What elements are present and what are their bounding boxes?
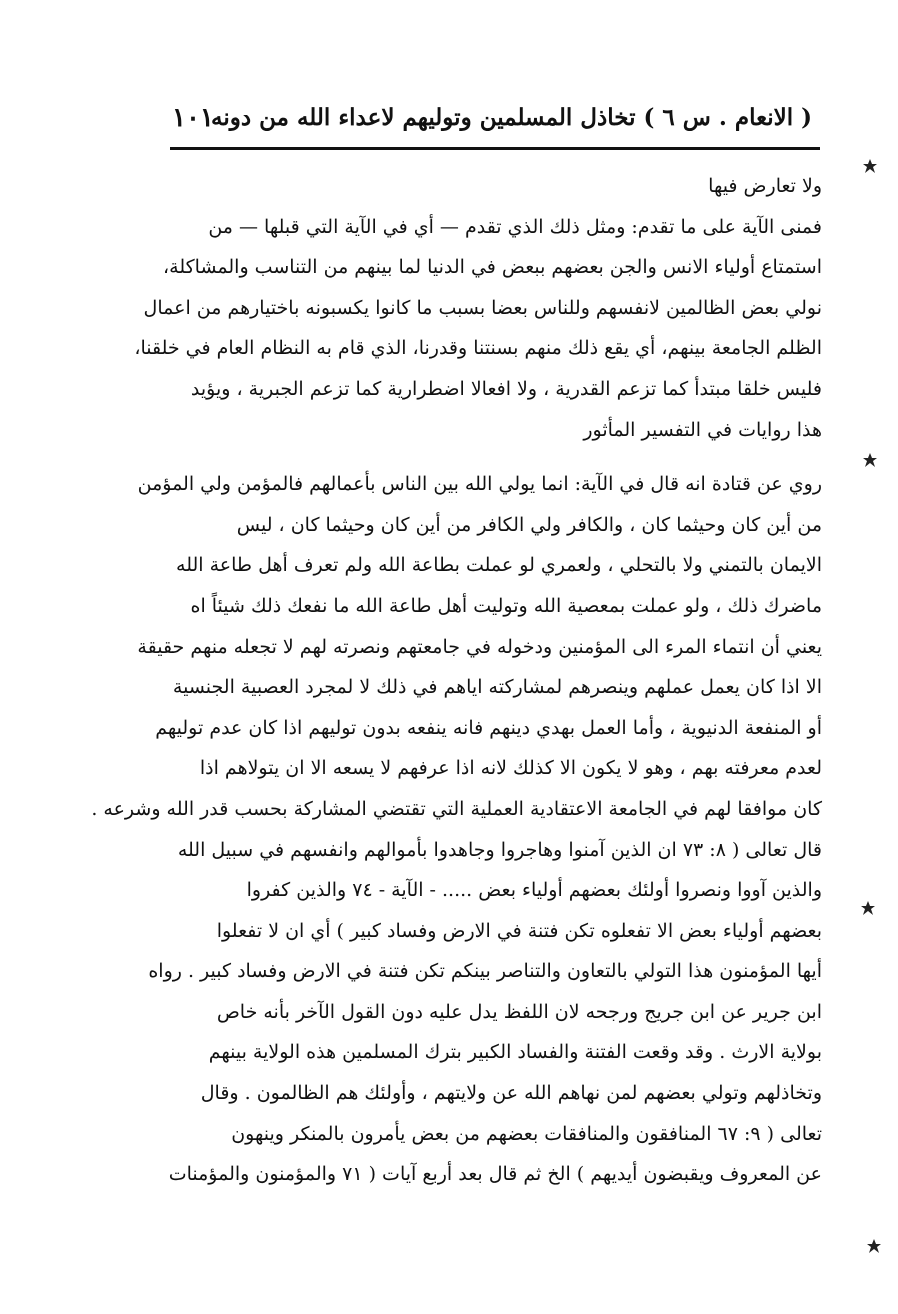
text-line: وتخاذلهم وتولي بعضهم لمن نهاهم الله عن ولايتهم ، وأولئك هم الظالمون . وقال xyxy=(200,1082,822,1105)
text-line: أو المنفعة الدنيوية ، وأما العمل بهدي دينهم فانه ينفعه بدون توليهم اذا كان عدم توليهم xyxy=(155,716,822,739)
body-text xyxy=(91,166,822,1195)
text-line: الا اذا كان يعمل عملهم وينصرهم لمشاركته اياهم في ذلك لا لمجرد العصبية الجنسية xyxy=(172,676,822,699)
page-number: ١٠١ xyxy=(172,103,214,133)
text-line: ماضرك ذلك ، ولو عملت بمعصية الله وتوليت أهل طاعة الله ما نفعك ذلك شيئاً اه xyxy=(190,594,822,617)
text-line: روي عن قتادة انه قال في الآية: انما يولي الله بين الناس بأعمالهم فالمؤمن ولي المؤمن xyxy=(137,473,822,496)
paragraph xyxy=(134,207,822,451)
text-line: نولي بعض الظالمين لانفسهم وللناس بعضا بسبب ما كانوا يكسبونه باختيارهم من اعمال xyxy=(143,296,822,319)
margin-star-icon xyxy=(862,452,878,468)
running-title: ( الانعام . س ٦ ) تخاذل المسلمين وتوليهم لاعداء الله من دونه xyxy=(211,104,812,131)
text-line: ولا تعارض فيها xyxy=(708,175,822,197)
text-line: هذا روايات في التفسير المأثور xyxy=(583,418,822,441)
paragraph-gap xyxy=(168,450,822,464)
text-line: الايمان بالتمني ولا بالتحلي ، ولعمري لو عملت بطاعة الله ولم تعرف أهل طاعة الله xyxy=(176,554,822,577)
text-line: بولاية الارث . وقد وقعت الفتنة والفساد الكبير بترك المسلمين هذه الولاية بينهم xyxy=(208,1041,822,1064)
text-line: والذين آووا ونصروا أولئك بعضهم أولياء بعض ..... - الآية - ٧٤ والذين كفروا xyxy=(246,879,822,902)
text-line: بعضهم أولياء بعض الا تفعلوه تكن فتنة في الارض وفساد كبير ) أي ان لا تفعلوا xyxy=(216,919,822,942)
margin-star-icon xyxy=(866,1238,882,1254)
text-line: من أين كان وحيثما كان ، والكافر ولي الكافر من أين كان وحيثما كان ، ليس xyxy=(236,513,822,536)
text-line: قال تعالى ( ٨: ٧٣ ان الذين آمنوا وهاجروا وجاهدوا بأموالهم وانفسهم في سبيل الله xyxy=(177,838,822,861)
header-rule xyxy=(170,147,820,150)
text-line: عن المعروف ويقبضون أيديهم ) الخ ثم قال بعد أربع آيات ( ٧١ والمؤمنون والمؤمنات xyxy=(168,1163,822,1186)
text-line: الظلم الجامعة بينهم، أي يقع ذلك منهم بسنتنا وقدرنا، الذي قام به النظام العام في خلقنا، xyxy=(134,337,822,360)
text-line: فليس خلقا مبتدأ كما تزعم القدرية ، ولا افعالا اضطرارية كما تزعم الجبرية ، ويؤيد xyxy=(190,377,822,400)
text-line: استمتاع أولياء الانس والجن بعضهم ببعض في الدنيا لما بينهم من التناسب والمشاكلة، xyxy=(163,256,822,279)
text-line: يعني أن انتماء المرء الى المؤمنين ودخوله في جامعتهم ونصرته لهم لا تجعله منهم حقيقة xyxy=(137,635,822,658)
text-line: فمنى الآية على ما تقدم: ومثل ذلك الذي تقدم — أي في الآية التي قبلها — من xyxy=(208,215,822,238)
text-line: ابن جرير عن ابن جريج ورجحه لان اللفظ يدل عليه دون القول الآخر بأنه خاص xyxy=(216,1000,822,1023)
paragraph xyxy=(91,464,822,1195)
text-line: لعدم معرفته بهم ، وهو لا يكون الا كذلك لانه اذا عرفهم لا يسعه الا ان يتولاهم اذا xyxy=(199,757,822,780)
margin-star-icon xyxy=(860,900,876,916)
page-header xyxy=(172,96,812,140)
margin-star-icon xyxy=(862,158,878,174)
text-line: كان موافقا لهم في الجامعة الاعتقادية العملية التي تقتضي المشاركة بحسب قدر الله وشرعه . xyxy=(91,797,822,820)
text-line: أيها المؤمنون هذا التولي بالتعاون والتناصر بينكم تكن فتنة في الارض وفساد كبير . رواه xyxy=(148,960,822,983)
paragraph xyxy=(168,166,822,207)
text-line: تعالى ( ٩: ٦٧ المنافقون والمنافقات بعضهم من بعض يأمرون بالمنكر وينهون xyxy=(231,1122,822,1145)
